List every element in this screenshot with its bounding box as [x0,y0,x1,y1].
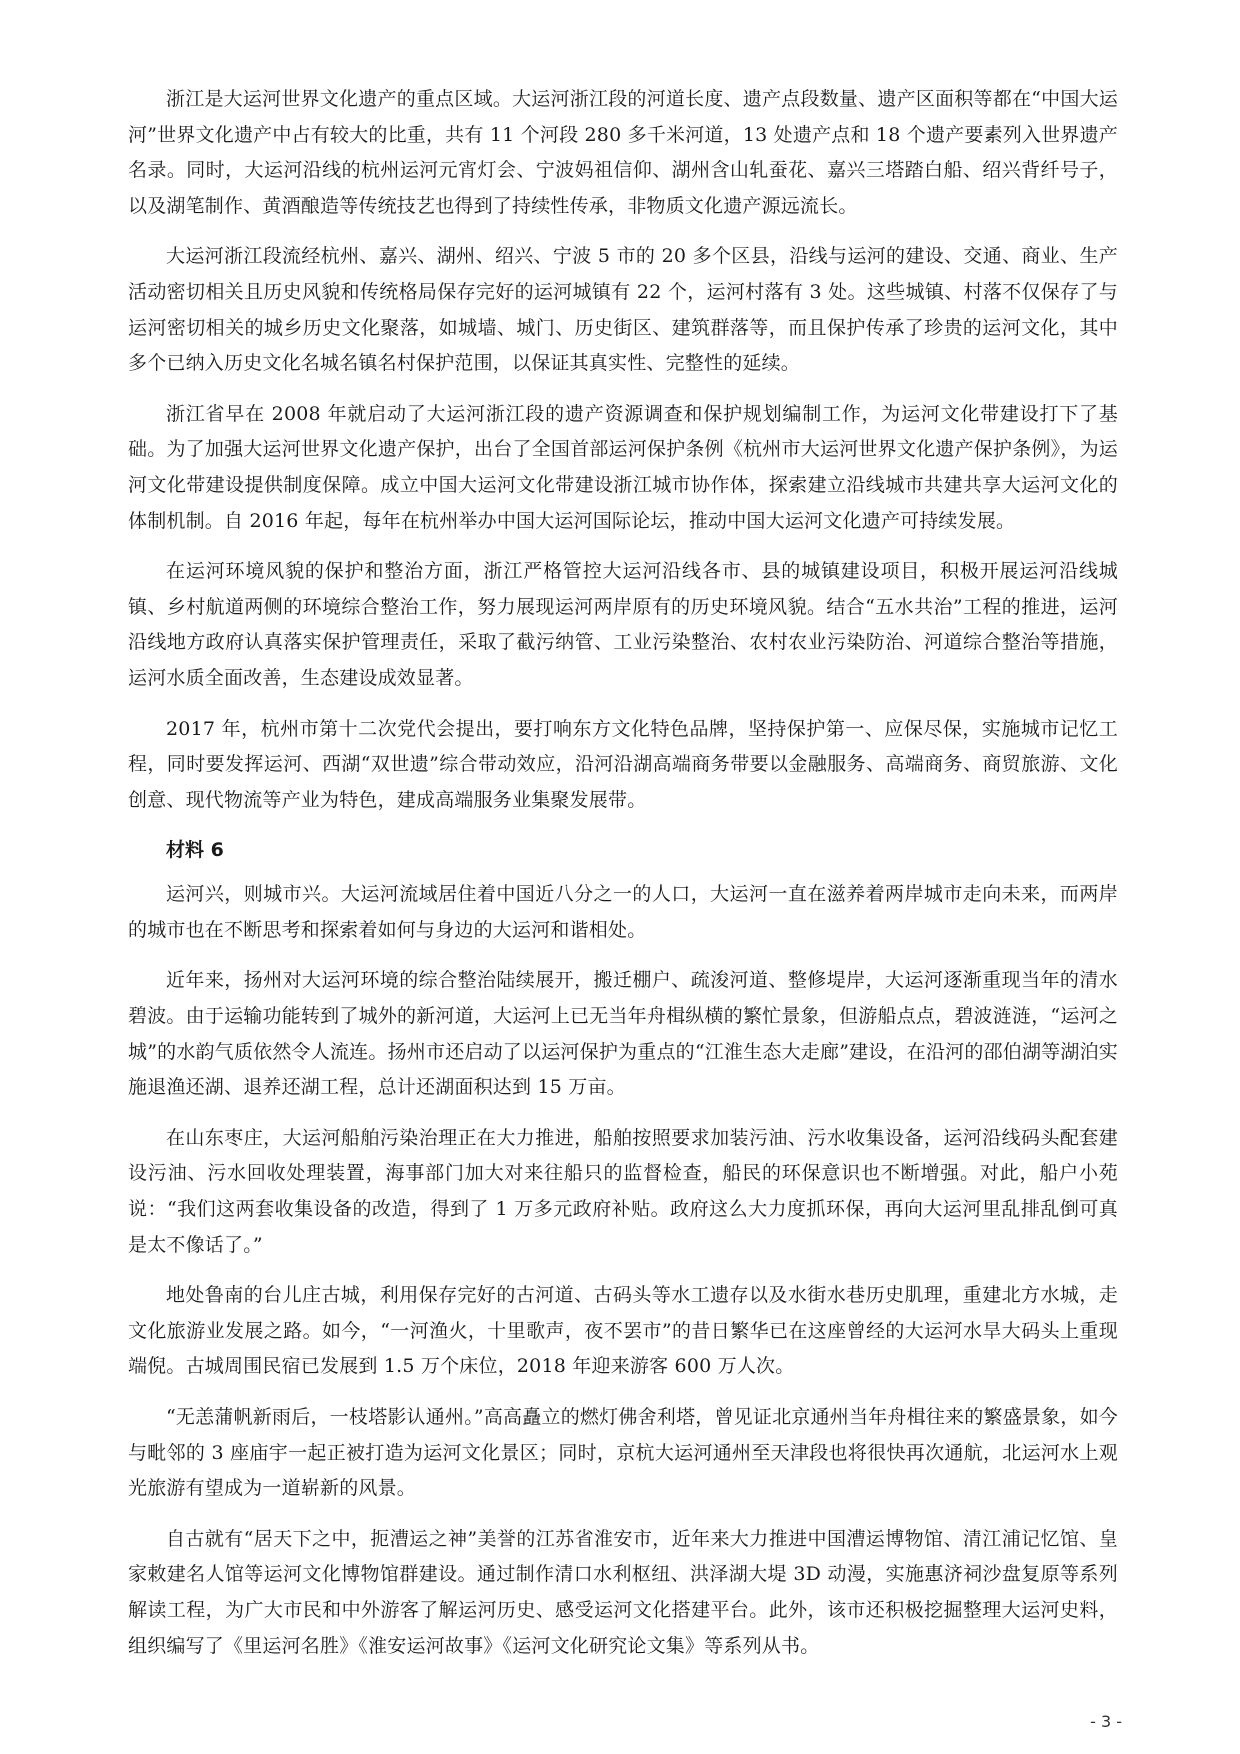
section-heading: 材料 6 [166,839,224,862]
paragraph-zaozhuang: 在山东枣庄，大运河船舶污染治理正在大力推进，船舶按照要求加装污油、污水收集设备，运河沿线码头配套建设污油、污水回收处理装置，海事部门加大对来往船只的监督检查，船民的环保意识也不断增强。对此，船户小苑说：“我们这两套收集设备的改造，得到了 1 万多元政府补贴。政府这么大力度抓环保，再向大运河里乱排乱倒可真是太不像话了。” [128,1126,1118,1256]
paragraph-zhejiang-environment: 在运河环境风貌的保护和整治方面，浙江严格管控大运河沿线各市、县的城镇建设项目，积极开展运河沿线城镇、乡村航道两侧的环境综合整治工作，努力展现运河两岸原有的历史环境风貌。结合“五水共治”工程的推进，运河沿线地方政府认真落实保护管理责任，采取了截污纳管、工业污染整治、农村农业污染防治、河道综合整治等措施，运河水质全面改善，生态建设成效显著。 [128,560,1118,689]
paragraph-yangzhou: 近年来，扬州对大运河环境的综合整治陆续展开，搬迁棚户、疏浚河道、整修堤岸，大运河逐渐重现当年的清水碧波。由于运输功能转到了城外的新河道，大运河上已无当年舟楫纵横的繁忙景象，但游船点点，碧波涟涟，“运河之城”的水韵气质依然令人流连。扬州市还启动了以运河保护为重点的“江淮生态大走廊”建设，在沿河的邵伯湖等湖泊实施退渔还湖、退养还湖工程，总计还湖面积达到 15 万亩。 [128,969,1118,1099]
paragraph-taierzhuang: 地处鲁南的台儿庄古城，利用保存完好的古河道、古码头等水工遗存以及水街水巷历史肌理，重建北方水城，走文化旅游业发展之路。如今，“一河渔火，十里歌声，夜不罢市”的昔日繁华已在这座曾经的大运河水旱大码头上重现端倪。古城周围民宿已发展到 1.5 万个床位，2018 年迎来游客 600 万人次。 [128,1284,1118,1378]
paragraph-zhejiang-heritage: 浙江是大运河世界文化遗产的重点区域。大运河浙江段的河道长度、遗产点段数量、遗产区面积等都在“中国大运河”世界文化遗产中占有较大的比重，共有 11 个河段 280 多千米河道，13 处遗产点和 18 个遗产要素列入世界遗产名录。同时，大运河沿线的杭州运河元宵灯会、宁波妈祖信仰、湖州含山轧蚕花、嘉兴三塔踏白船、绍兴背纤号子，以及湖笔制作、黄酒酿造等传统技艺也得到了持续性传承，非物质文化遗产源远流长。 [128,88,1118,217]
document-body [128,82,1118,1679]
paragraph-zhejiang-protection: 浙江省早在 2008 年就启动了大运河浙江段的遗产资源调查和保护规划编制工作，为运河文化带建设打下了基础。为了加强大运河世界文化遗产保护，出台了全国首部运河保护条例《杭州市大运河世界文化遗产保护条例》，为运河文化带建设提供制度保障。成立中国大运河文化带建设浙江城市协作体，探索建立沿线城市共建共享大运河文化的体制机制。自 2016 年起，每年在杭州举办中国大运河国际论坛，推动中国大运河文化遗产可持续发展。 [128,402,1118,532]
paragraph-canal-cities: 运河兴，则城市兴。大运河流域居住着中国近八分之一的人口，大运河一直在滋养着两岸城市走向未来，而两岸的城市也在不断思考和探索着如何与身边的大运河和谐相处。 [128,883,1118,941]
paragraph-zhejiang-towns: 大运河浙江段流经杭州、嘉兴、湖州、绍兴、宁波 5 市的 20 多个区县，沿线与运河的建设、交通、商业、生产活动密切相关且历史风貌和传统格局保存完好的运河城镇有 22 个，运河村落有 3 处。这些城镇、村落不仅保存了与运河密切相关的城乡历史文化聚落，如城墙、城门、历史街区、建筑群落等，而且保护传承了珍贵的运河文化，其中多个已纳入历史文化名城名镇名村保护范围，以保证其真实性、完整性的延续。 [128,245,1118,375]
paragraph-hangzhou-2017: 2017 年，杭州市第十二次党代会提出，要打响东方文化特色品牌，坚持保护第一、应保尽保，实施城市记忆工程，同时要发挥运河、西湖“双世遗”综合带动效应，沿河沿湖高端商务带要以金融服务、高端商务、商贸旅游、文化创意、现代物流等产业为特色，建成高端服务业集聚发展带。 [128,717,1118,811]
paragraph-tongzhou: “无恙蒲帆新雨后，一枝塔影认通州。”高高矗立的燃灯佛舍利塔，曾见证北京通州当年舟楫往来的繁盛景象，如今与毗邻的 3 座庙宇一起正被打造为运河文化景区；同时，京杭大运河通州至天津段也将很快再次通航，北运河水上观光旅游有望成为一道崭新的风景。 [128,1406,1118,1500]
page-number: - 3 - [1090,1712,1122,1731]
paragraph-huaian: 自古就有“居天下之中，扼漕运之神”美誉的江苏省淮安市，近年来大力推进中国漕运博物馆、清江浦记忆馆、皇家敕建名人馆等运河文化博物馆群建设。通过制作清口水利枢纽、洪泽湖大堤 3D 动漫，实施惠济祠沙盘复原等系列解读工程，为广大市民和中外游客了解运河历史、感受运河文化搭建平台。此外，该市还积极挖掘整理大运河史料，组织编写了《里运河名胜》《淮安运河故事》《运河文化研究论文集》等系列从书。 [128,1527,1118,1657]
